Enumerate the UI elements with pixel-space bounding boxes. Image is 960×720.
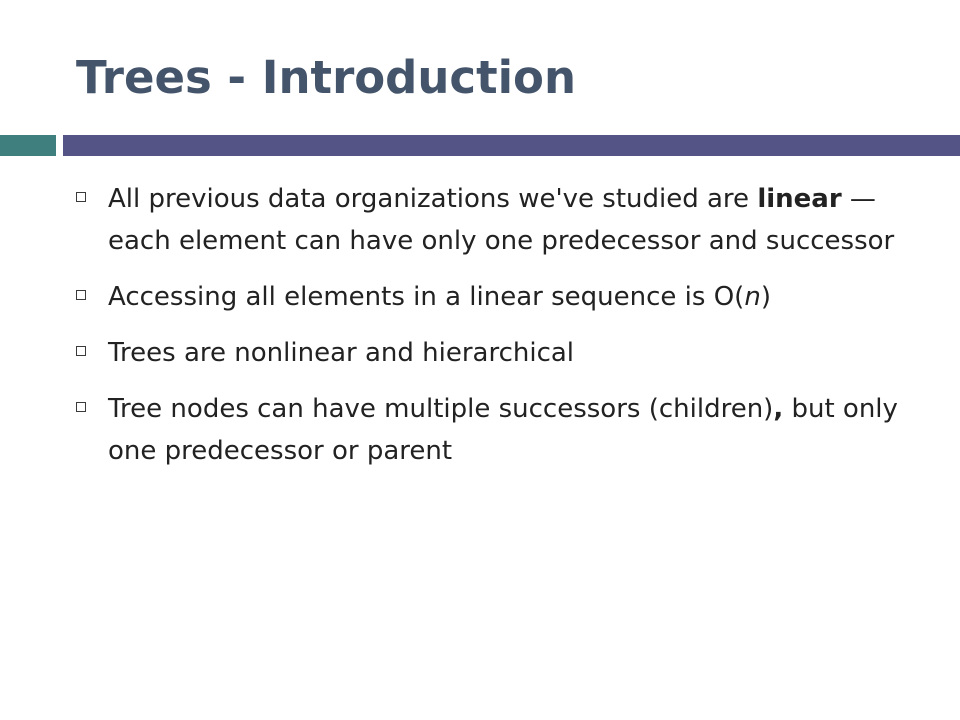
square-bullet-icon	[76, 290, 86, 300]
square-bullet-icon	[76, 402, 86, 412]
bullet-text	[108, 184, 894, 256]
bullet-item	[76, 178, 906, 262]
bullet-list	[76, 178, 906, 486]
bullet-text	[108, 282, 771, 312]
bullet-text	[108, 394, 898, 466]
bullet-text-segment: — each element can have only one predecessor and successor	[108, 184, 895, 256]
bullet-text-segment: Accessing all elements in a linear sequence is O(	[108, 282, 745, 312]
square-bullet-icon	[76, 192, 86, 202]
title-underline-bar	[63, 135, 960, 156]
bullet-text-segment: but only one predecessor or parent	[108, 394, 898, 466]
title-accent-bar	[0, 135, 56, 156]
slide-title: Trees - Introduction	[76, 51, 576, 104]
bullet-text	[108, 338, 574, 368]
bullet-text-italic: n	[744, 282, 761, 312]
bullet-text-bold: linear	[757, 184, 842, 214]
bullet-item	[76, 276, 906, 318]
bullet-item	[76, 332, 906, 374]
bullet-text-segment: All previous data organizations we've studied are	[108, 184, 758, 214]
bullet-text-segment: Trees are nonlinear and hierarchical	[108, 338, 575, 368]
bullet-text-bold: ,	[773, 394, 784, 424]
square-bullet-icon	[76, 346, 86, 356]
bullet-text-segment: Tree nodes can have multiple successors (children)	[108, 394, 774, 424]
bullet-item	[76, 388, 906, 472]
bullet-text-segment: )	[760, 282, 771, 312]
